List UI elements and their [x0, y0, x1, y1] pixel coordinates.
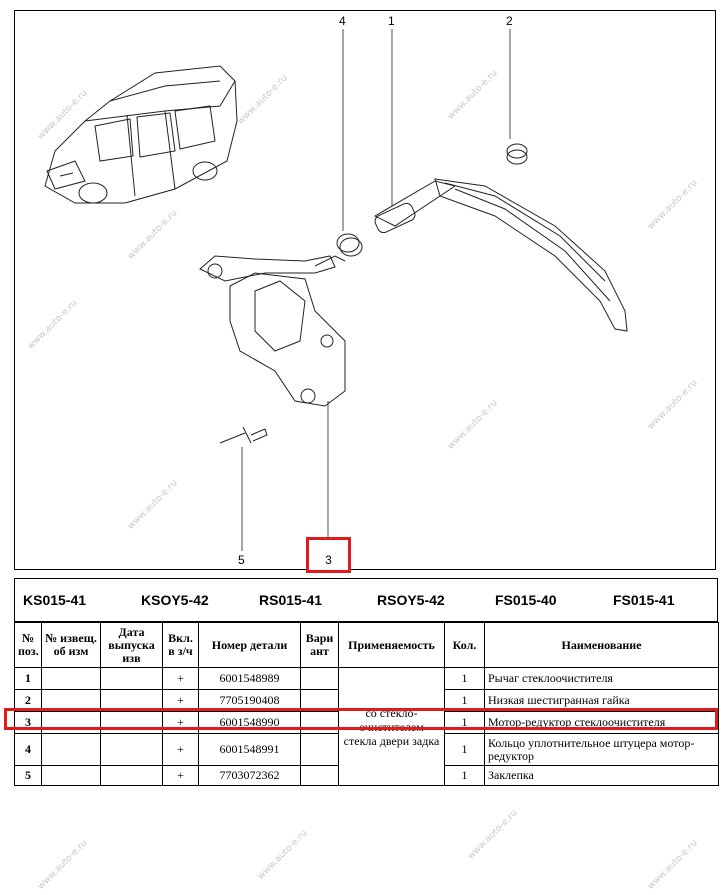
watermark: www.auto-e.ru [236, 73, 290, 127]
cell-notice [42, 668, 101, 690]
car-illustration [45, 66, 237, 203]
cell-incl: + [163, 712, 199, 734]
cell-part-no: 6001548989 [199, 668, 301, 690]
cell-notice [42, 734, 101, 766]
callout-1: 1 [388, 14, 395, 28]
header-variant: Вари ант [301, 623, 339, 668]
cell-variant [301, 766, 339, 786]
callout-3: 3 [325, 553, 332, 567]
row-3-highlight-frame [4, 705, 718, 730]
nut-illustration [507, 144, 527, 164]
exploded-diagram [14, 10, 716, 570]
applicability-text-mid: очистителем [359, 719, 424, 734]
leader-lines [242, 29, 510, 551]
cell-name: Кольцо уплотнительное штуцера мотор-редуктор [485, 734, 719, 766]
cell-incl: + [163, 734, 199, 766]
cell-name: Заклепка [485, 766, 719, 786]
cell-date [101, 766, 163, 786]
cell-incl: + [163, 668, 199, 690]
cell-part-no: 7703072362 [199, 766, 301, 786]
rivet-illustration [220, 427, 267, 443]
watermark: www.auto-e.ru [466, 808, 520, 862]
model-codes-row [14, 578, 718, 622]
cell-incl: + [163, 766, 199, 786]
header-pos: № поз. [15, 623, 42, 668]
table-header-row [15, 623, 719, 668]
cell-name: Мотор-редуктор стеклоочистителя [485, 712, 719, 734]
cell-part-no: 6001548990 [199, 712, 301, 734]
table-row[interactable] [15, 668, 719, 690]
cell-qty: 1 [445, 766, 485, 786]
header-part-no: Номер детали [199, 623, 301, 668]
cell-date [101, 734, 163, 766]
watermark: www.auto-e.ru [256, 828, 310, 882]
callout-3-highlight[interactable] [306, 537, 351, 573]
watermark: www.auto-e.ru [646, 838, 700, 892]
cell-qty: 1 [445, 734, 485, 766]
watermark: www.auto-e.ru [26, 298, 80, 352]
cell-pos: 2 [15, 690, 42, 712]
callout-2: 2 [506, 14, 513, 28]
header-applicability: Применяемость [339, 623, 445, 668]
watermark: www.auto-e.ru [36, 838, 90, 892]
model-code: RS015-41 [259, 592, 323, 608]
model-code: KSOY5-42 [141, 592, 209, 608]
cell-name: Низкая шестигранная гайка [485, 690, 719, 712]
watermark: www.auto-e.ru [646, 178, 700, 232]
applicability-text-bottom: стекла двери задка [343, 733, 440, 748]
callout-4: 4 [339, 14, 346, 28]
model-code: FS015-41 [613, 592, 675, 608]
motor-illustration [200, 256, 345, 406]
wiper-arm-illustration [373, 179, 627, 331]
model-code: KS015-41 [23, 592, 87, 608]
applicability-text-top: со стекло- [365, 705, 418, 720]
header-qty: Кол. [445, 623, 485, 668]
watermark: www.auto-e.ru [126, 208, 180, 262]
cell-part-no: 7705190408 [199, 690, 301, 712]
watermark: www.auto-e.ru [446, 68, 500, 122]
model-code: RSOY5-42 [377, 592, 445, 608]
cell-pos: 5 [15, 766, 42, 786]
cell-variant [301, 668, 339, 690]
cell-qty: 1 [445, 712, 485, 734]
cell-name: Рычаг стеклоочистителя [485, 668, 719, 690]
header-notice: № извещ. об изм [42, 623, 101, 668]
parts-table-section [14, 578, 718, 786]
cell-variant [301, 734, 339, 766]
callout-5: 5 [238, 553, 245, 567]
header-name: Наименование [485, 623, 719, 668]
cell-qty: 1 [445, 690, 485, 712]
cell-notice [42, 766, 101, 786]
model-code: FS015-40 [495, 592, 557, 608]
cell-date [101, 668, 163, 690]
header-date: Дата выпуска изв [101, 623, 163, 668]
cell-pos: 1 [15, 668, 42, 690]
cell-pos: 4 [15, 734, 42, 766]
cell-qty: 1 [445, 668, 485, 690]
watermark: www.auto-e.ru [126, 478, 180, 532]
cell-part-no: 6001548991 [199, 734, 301, 766]
watermark: www.auto-e.ru [36, 88, 90, 142]
header-incl: Вкл. в з/ч [163, 623, 199, 668]
parts-illustration [15, 11, 717, 571]
watermark: www.auto-e.ru [646, 378, 700, 432]
cell-pos: 3 [15, 712, 42, 734]
cell-incl: + [163, 690, 199, 712]
seal-ring-illustration [337, 234, 362, 256]
watermark: www.auto-e.ru [446, 398, 500, 452]
parts-table [14, 622, 719, 786]
